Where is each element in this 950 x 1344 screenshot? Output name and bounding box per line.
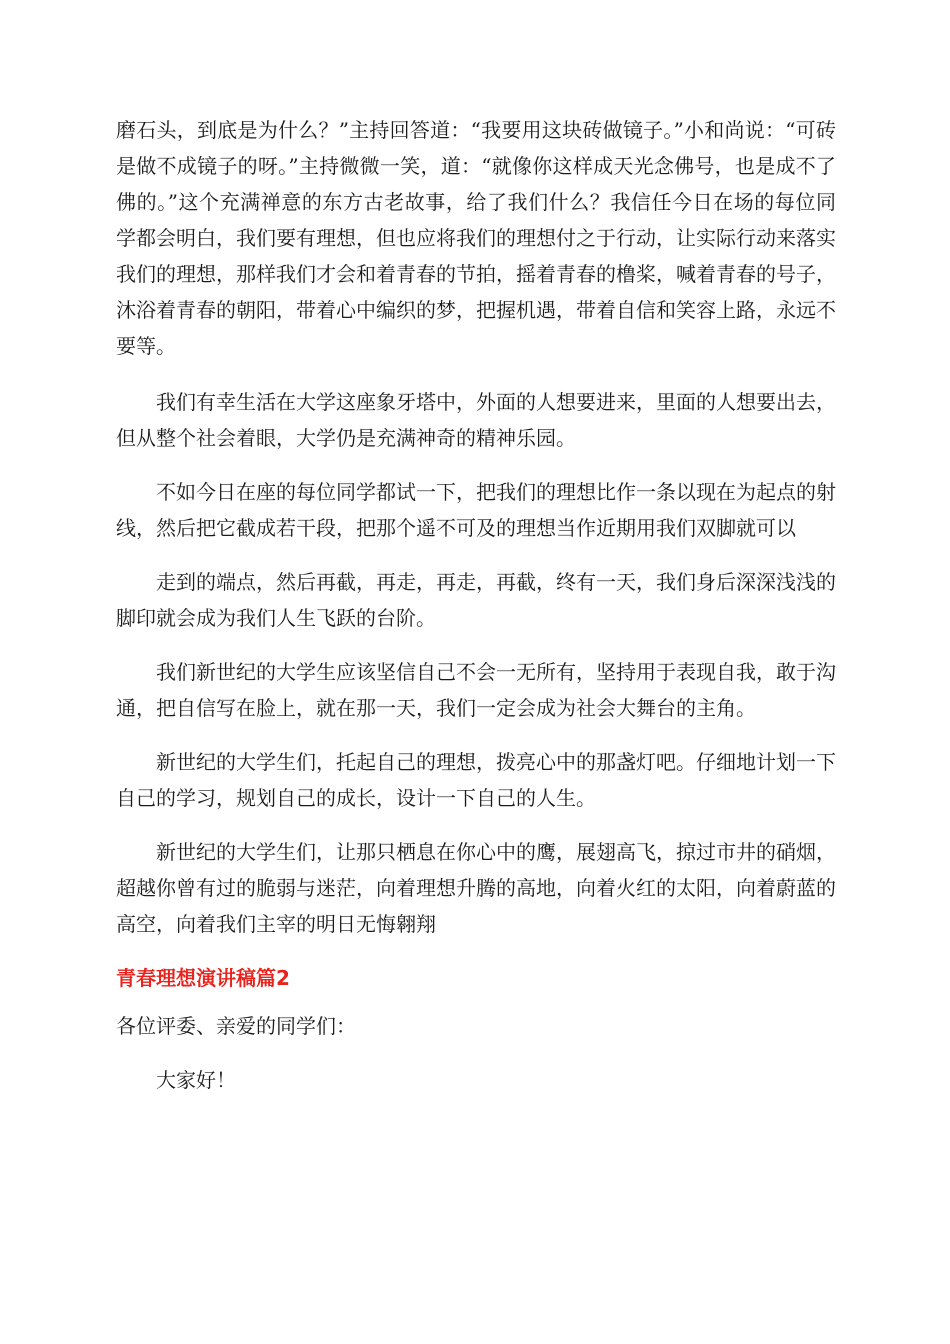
paragraph-1: 磨石头，到底是为什么？”主持回答道：“我要用这块砖做镜子。”小和尚说：“可砖是做不成镜子的呀。”主持微微一笑，道：“就像你这样成天光念佛号，也是成不了佛的。”这个充满禅意的东方古老故事，给了我们什么？我信任今日在场的每位同学都会明白，我们要有理想，但也应将我们的理想付之于行动，让实际行动来落实我们的理想，那样我们才会和着青春的节拍，摇着青春的橹桨，喊着青春的号子，沐浴着青春的朝阳，带着心中编织的梦，把握机遇，带着自信和笑容上路，永远不要等。 [116, 118, 836, 358]
paragraph-6: 新世纪的大学生们，托起自己的理想，拨亮心中的那盏灯吧。仔细地计划一下自己的学习，规划自己的成长，设计一下自己的人生。 [116, 750, 836, 810]
paragraph-4: 走到的端点，然后再截，再走，再走，再截，终有一天，我们身后深深浅浅的脚印就会成为我们人生飞跃的台阶。 [116, 570, 836, 630]
section-heading: 青春理想演讲稿篇2 [116, 966, 290, 990]
paragraph-5: 我们新世纪的大学生应该坚信自己不会一无所有，坚持用于表现自我，敢于沟通，把自信写在脸上，就在那一天，我们一定会成为社会大舞台的主角。 [116, 660, 836, 720]
paragraph-2: 我们有幸生活在大学这座象牙塔中，外面的人想要进来，里面的人想要出去，但从整个社会着眼，大学仍是充满神奇的精神乐园。 [116, 390, 836, 450]
paragraph-7: 新世纪的大学生们，让那只栖息在你心中的鹰，展翅高飞，掠过市井的硝烟，超越你曾有过的脆弱与迷茫，向着理想升腾的高地，向着火红的太阳，向着蔚蓝的高空，向着我们主宰的明日无悔翱翔 [116, 840, 836, 936]
document-page [116, 112, 836, 1116]
greeting: 大家好！ [156, 1068, 236, 1092]
salutation: 各位评委、亲爱的同学们： [116, 1014, 356, 1038]
paragraph-3: 不如今日在座的每位同学都试一下，把我们的理想比作一条以现在为起点的射线，然后把它截成若干段，把那个遥不可及的理想当作近期用我们双脚就可以 [116, 480, 836, 540]
